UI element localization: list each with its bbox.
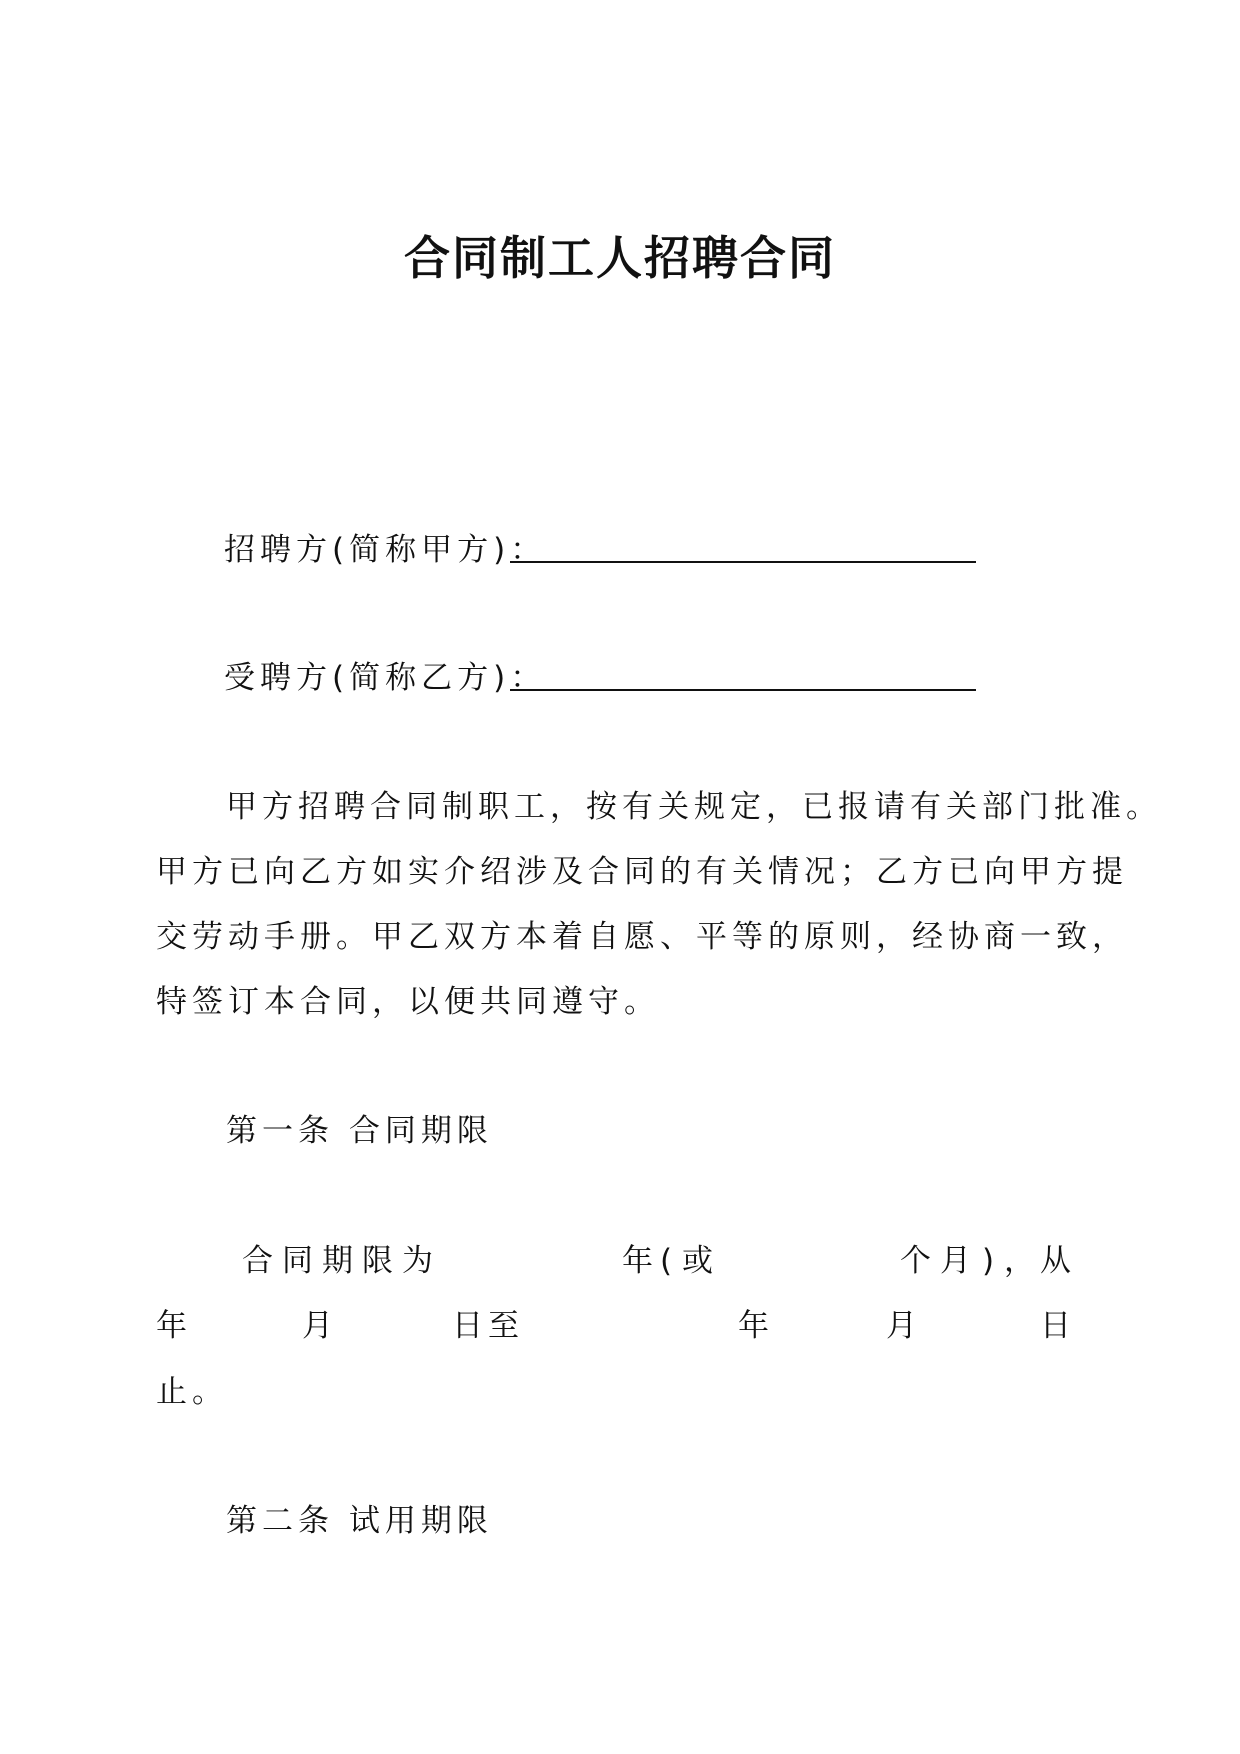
- a1-r1-char: ): [982, 1243, 995, 1279]
- a1-r2-item: 月: [302, 1308, 333, 1344]
- a1-r2-item: 日: [1040, 1308, 1071, 1344]
- intro-line-2: 甲方已向乙方如实介绍涉及合同的有关情况；乙方已向甲方提: [156, 854, 1128, 890]
- article1-heading: 第一条 合同期限: [226, 1113, 493, 1149]
- a1-r2-item: 日至: [452, 1308, 524, 1344]
- party-b-label: 受聘方(简称乙方)：: [224, 660, 547, 696]
- a1-r3-text: 止。: [156, 1374, 228, 1410]
- a1-r1-char: 合: [242, 1243, 273, 1279]
- a1-r1-char: 年: [622, 1243, 653, 1279]
- a1-r1-char: 为: [402, 1243, 433, 1279]
- a1-r1-char: 或: [682, 1243, 713, 1279]
- party-a-blank: [510, 561, 976, 563]
- a1-r1-char: 从: [1040, 1243, 1071, 1279]
- a1-r1-char: 期: [322, 1243, 353, 1279]
- party-b-blank: [510, 689, 976, 691]
- a1-r1-char: 限: [362, 1243, 393, 1279]
- a1-r1-char: ，: [1004, 1243, 1035, 1279]
- a1-r1-char: 个: [900, 1243, 931, 1279]
- document-title: 合同制工人招聘合同: [404, 231, 836, 285]
- a1-r2-item: 月: [886, 1308, 917, 1344]
- a1-r1-char: 月: [940, 1243, 971, 1279]
- a1-r2-item: 年: [738, 1308, 769, 1344]
- a1-r1-char: (: [660, 1243, 673, 1279]
- intro-line-4: 特签订本合同，以便共同遵守。: [156, 984, 660, 1020]
- intro-line-1: 甲方招聘合同制职工，按有关规定，已报请有关部门批准。: [226, 789, 1162, 825]
- a1-r2-item: 年: [156, 1308, 187, 1344]
- party-a-label: 招聘方(简称甲方)：: [224, 532, 547, 568]
- article2-heading: 第二条 试用期限: [226, 1503, 493, 1539]
- a1-r1-char: 同: [282, 1243, 313, 1279]
- intro-line-3: 交劳动手册。甲乙双方本着自愿、平等的原则，经协商一致，: [156, 919, 1128, 955]
